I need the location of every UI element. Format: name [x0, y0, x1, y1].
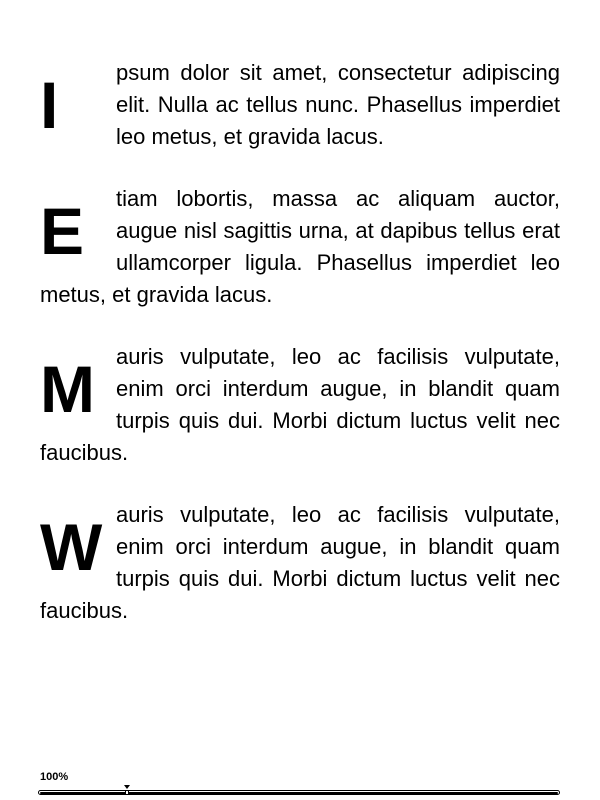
document-body	[40, 57, 560, 657]
drop-cap: I	[40, 68, 59, 142]
paragraph-text: auris vulputate, leo ac facilisis vulputate, enim orci interdum augue, in blandit quam turpis quis dui. Morbi dictum luctus velit nec faucibus.	[40, 502, 560, 623]
paragraph-2	[40, 183, 560, 311]
paragraph-1	[40, 57, 560, 153]
progress-percent-label: 100%	[40, 771, 69, 783]
paragraph-3	[40, 341, 560, 469]
paragraph-4	[40, 499, 560, 627]
drop-cap: E	[40, 194, 85, 268]
progress-bar-fill	[40, 792, 558, 794]
progress-handle[interactable]	[125, 790, 129, 795]
drop-cap: W	[40, 510, 103, 584]
reading-progress	[40, 771, 562, 783]
paragraph-text: tiam lobortis, massa ac aliquam auctor, augue nisl sagittis urna, at dapibus tellus erat ullamcorper ligula. Phasellus imperdiet leo metus, et gravida lacus.	[40, 186, 560, 307]
progress-position-marker-icon	[124, 785, 130, 789]
drop-cap: M	[40, 352, 95, 426]
paragraph-text: auris vulputate, leo ac facilisis vulputate, enim orci interdum augue, in blandit quam turpis quis dui. Morbi dictum luctus velit nec faucibus.	[40, 344, 560, 465]
progress-bar[interactable]	[38, 790, 560, 795]
paragraph-text: psum dolor sit amet, consectetur adipiscing elit. Nulla ac tellus nunc. Phasellus imperdiet leo metus, et gravida lacus.	[116, 60, 560, 149]
